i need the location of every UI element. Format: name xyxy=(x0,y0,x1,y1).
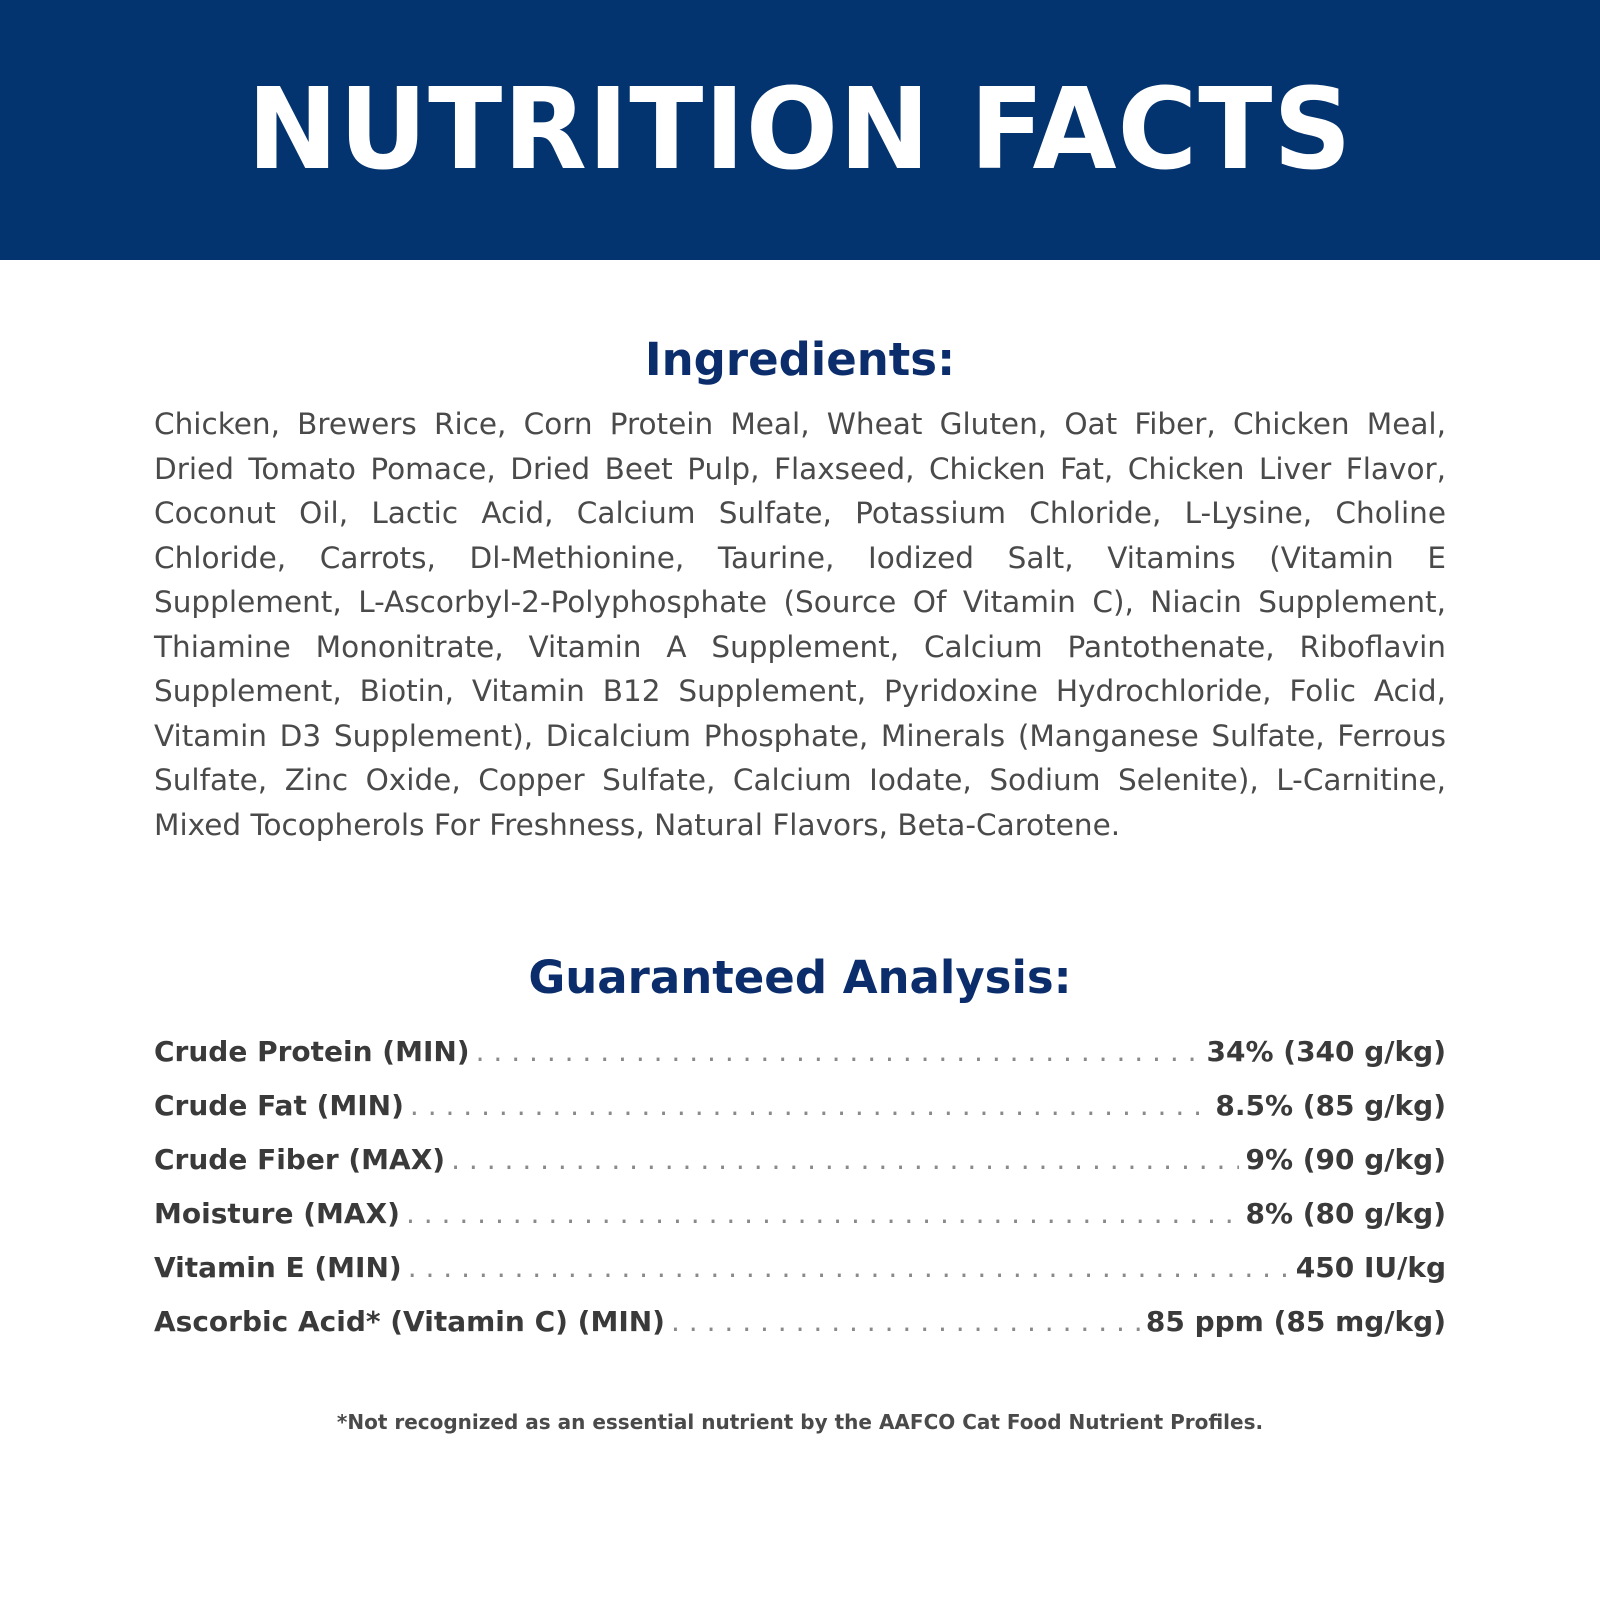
dot-leader xyxy=(408,1241,1290,1295)
analysis-label: Crude Protein (MIN) xyxy=(154,1035,470,1068)
dot-leader xyxy=(671,1295,1140,1349)
guaranteed-analysis-table xyxy=(154,1025,1446,1349)
analysis-label: Crude Fat (MIN) xyxy=(154,1089,404,1122)
footnote: *Not recognized as an essential nutrient by the AAFCO Cat Food Nutrient Profiles. xyxy=(336,1410,1264,1434)
analysis-value: 8% (80 g/kg) xyxy=(1245,1197,1446,1230)
ingredients-list-text: Chicken, Brewers Rice, Corn Protein Meal, Wheat Gluten, Oat Fiber, Chicken Meal, Dried Tomato Pomace, Dried Beet Pulp, Flaxseed, Chicken Fat, Chicken Liver Flavor, Coconut Oil, Lactic Acid, Calcium Sulfate, Potassium Chloride, L-Lysine, Choline Chloride, Carrots, Dl-Methionine, Taurine, Iodized Salt, Vitamins (Vitamin E Supplement, L-Ascorbyl-2-Polyphosphate (Source Of Vitamin C), Niacin Supplement, Thiamine Mononitrate, Vitamin A Supplement, Calcium Pantothenate, Riboflavin Supplement, Biotin, Vitamin B12 Supplement, Pyridoxine Hydrochloride, Folic Acid, Vitamin D3 Supplement), Dicalcium Phosphate, Minerals (Manganese Sulfate, Ferrous Sulfate, Zinc Oxide, Copper Sulfate, Calcium Iodate, Sodium Selenite), L-Carnitine, Mixed Tocopherols For Freshness, Natural Flavors, Beta-Carotene. xyxy=(154,407,1446,842)
analysis-row-ascorbic-acid xyxy=(154,1295,1446,1349)
analysis-value: 9% (90 g/kg) xyxy=(1245,1143,1446,1176)
analysis-value: 8.5% (85 g/kg) xyxy=(1215,1089,1446,1122)
ingredients-heading: Ingredients: xyxy=(644,333,956,386)
analysis-row-moisture xyxy=(154,1187,1446,1241)
analysis-row-crude-fiber xyxy=(154,1133,1446,1187)
guaranteed-analysis-heading: Guaranteed Analysis: xyxy=(528,951,1072,1004)
analysis-value: 450 IU/kg xyxy=(1295,1251,1446,1284)
dot-leader xyxy=(410,1079,1209,1133)
analysis-label: Crude Fiber (MAX) xyxy=(154,1143,446,1176)
analysis-label: Vitamin E (MIN) xyxy=(154,1251,402,1284)
dot-leader xyxy=(451,1133,1239,1187)
dot-leader xyxy=(476,1025,1201,1079)
analysis-label: Moisture (MAX) xyxy=(154,1197,400,1230)
analysis-label: Ascorbic Acid* (Vitamin C) (MIN) xyxy=(154,1305,665,1338)
nutrition-facts-banner xyxy=(0,0,1600,260)
analysis-row-vitamin-e xyxy=(154,1241,1446,1295)
page-title: NUTRITION FACTS xyxy=(247,65,1353,195)
analysis-row-crude-protein xyxy=(154,1025,1446,1079)
analysis-value: 85 ppm (85 mg/kg) xyxy=(1145,1305,1446,1338)
analysis-value: 34% (340 g/kg) xyxy=(1206,1035,1446,1068)
analysis-row-crude-fat xyxy=(154,1079,1446,1133)
dot-leader xyxy=(406,1187,1240,1241)
